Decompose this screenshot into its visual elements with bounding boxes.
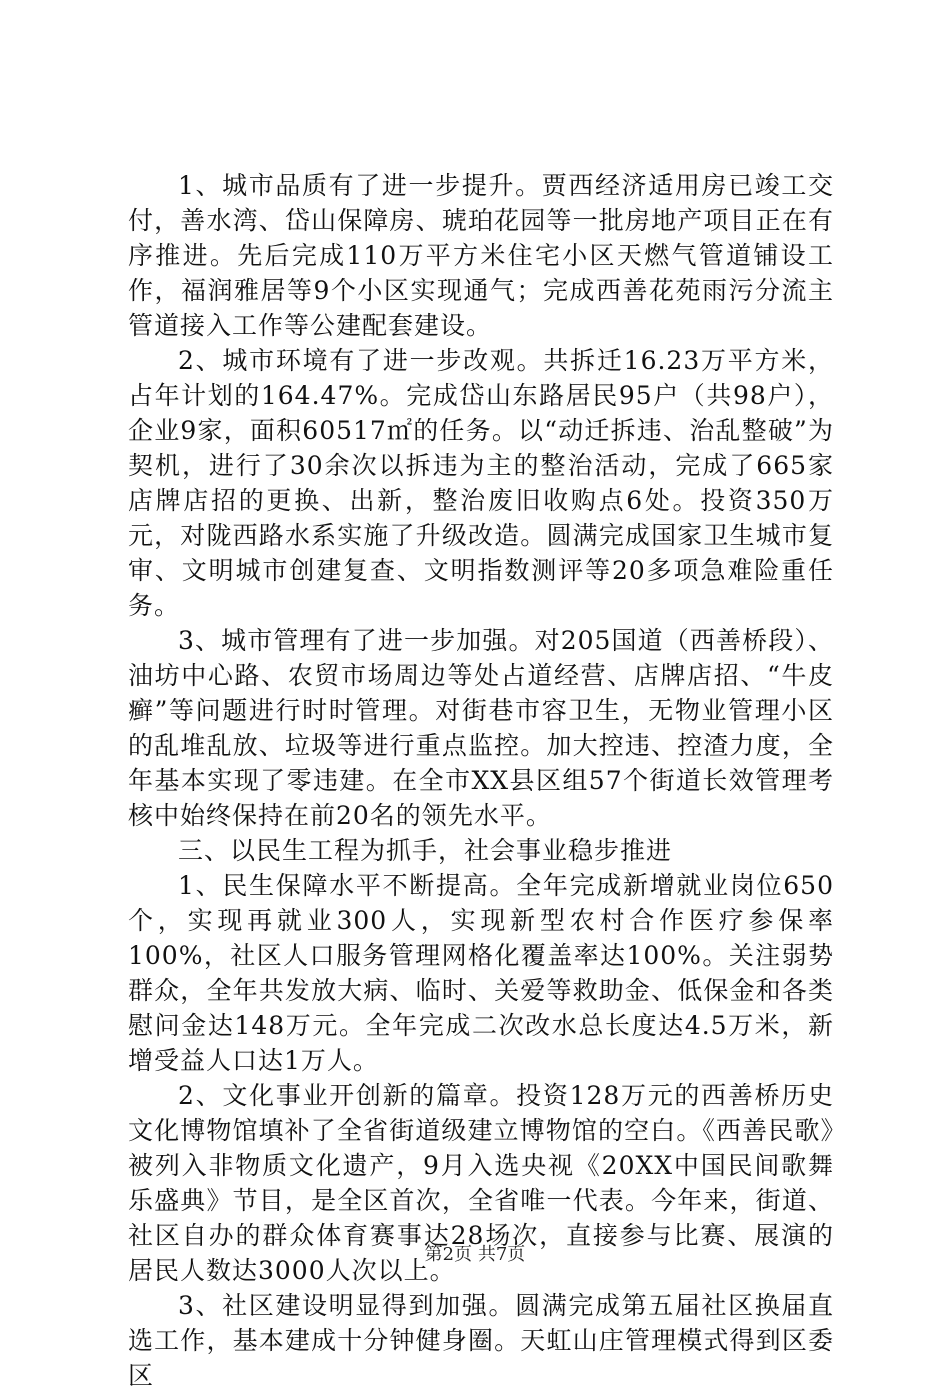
section-heading-livelihood: 三、以民生工程为抓手，社会事业稳步推进 xyxy=(178,836,673,865)
paragraph-culture: 2、文化事业开创新的篇章。投资128万元的西善桥历史文化博物馆填补了全省街道级建立博物馆的空白。《西善民歌》被列入非物质文化遗产，9月入选央视《20XX中国民间歌舞乐盛典》节目，是全区首次，全省唯一代表。今年来，街道、社区自办的群众体育赛事达28场次，直接参与比赛、展演的居民人数达3000人次以上。 xyxy=(128,1081,834,1285)
paragraph-community: 3、社区建设明显得到加强。圆满完成第五届社区换届直选工作，基本建成十分钟健身圈。天虹山庄管理模式得到区委区 xyxy=(128,1291,834,1390)
document-body xyxy=(128,168,834,1393)
paragraph-livelihood-security: 1、民生保障水平不断提高。全年完成新增就业岗位650个，实现再就业300人，实现新型农村合作医疗参保率100%，社区人口服务管理网格化覆盖率达100%。关注弱势群众，全年共发放大病、临时、关爱等救助金、低保金和各类慰问金达148万元。全年完成二次改水总长度达4.5万米，新增受益人口达1万人。 xyxy=(128,871,834,1075)
paragraph-city-environment: 2、城市环境有了进一步改观。共拆迁16.23万平方米，占年计划的164.47%。完成岱山东路居民95户（共98户），企业9家，面积60517㎡的任务。以“动迁拆违、治乱整破”为契机，进行了30余次以拆违为主的整治活动，完成了665家店牌店招的更换、出新，整治废旧收购点6处。投资350万元，对陇西路水系实施了升级改造。圆满完成国家卫生城市复审、文明城市创建复查、文明指数测评等20多项急难险重任务。 xyxy=(128,346,834,620)
paragraph-city-quality: 1、城市品质有了进一步提升。贾西经济适用房已竣工交付，善水湾、岱山保障房、琥珀花园等一批房地产项目正在有序推进。先后完成110万平方米住宅小区天燃气管道铺设工作，福润雅居等9个小区实现通气；完成西善花苑雨污分流主管道接入工作等公建配套建设。 xyxy=(128,171,834,340)
page-footer: 第2页 共7页 xyxy=(424,1244,526,1265)
paragraph-city-management: 3、城市管理有了进一步加强。对205国道（西善桥段）、油坊中心路、农贸市场周边等处占道经营、店牌店招、“牛皮癣”等问题进行时时管理。对街巷市容卫生，无物业管理小区的乱堆乱放、垃圾等进行重点监控。加大控违、控渣力度，全年基本实现了零违建。在全市XX县区组57个街道长效管理考核中始终保持在前20名的领先水平。 xyxy=(128,626,834,830)
